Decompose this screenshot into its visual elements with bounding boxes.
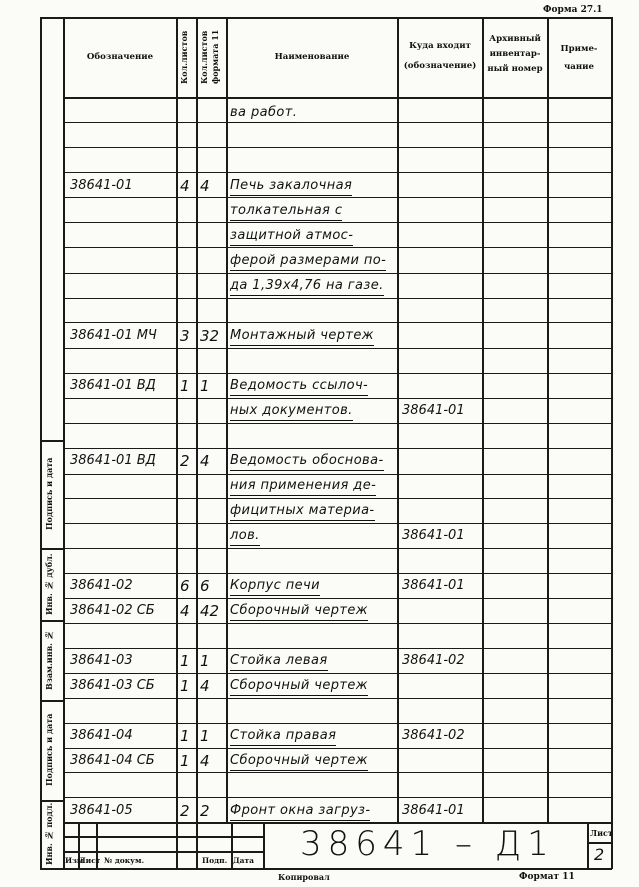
row-sheets-f11: 6 — [200, 577, 210, 595]
row-name: Сборочный чертеж — [230, 602, 368, 621]
stamp-sheet-number: 2 — [594, 845, 605, 864]
footer-format: Формат 11 — [519, 872, 575, 882]
row-name: Корпус печи — [230, 577, 320, 596]
row-designation: 38641-01 МЧ — [70, 328, 157, 343]
footer-copied: Копировал — [278, 872, 330, 882]
row-name: ва работ. — [230, 104, 297, 123]
row-name: Сборочный чертеж — [230, 677, 368, 696]
row-name: Фронт окна загруз- — [230, 802, 370, 821]
row-designation: 38641-02 — [70, 578, 133, 593]
stamp-col-sheet: Лист — [79, 856, 101, 865]
row-sheets: 1 — [180, 652, 190, 670]
row-sheets-f11: 2 — [200, 802, 210, 820]
side-label-signature-date-2: Подпись и дата — [44, 713, 54, 787]
row-name: Печь закалочная — [230, 177, 352, 196]
row-name: Монтажный чертеж — [230, 327, 374, 346]
row-name: защитной атмос- — [230, 227, 353, 246]
row-name: Стойка правая — [230, 727, 336, 746]
stamp-col-sign: Подп. — [202, 856, 228, 865]
row-sheets: 1 — [180, 677, 190, 695]
row-sheets: 2 — [180, 452, 190, 470]
row-name: Сборочный чертеж — [230, 752, 368, 771]
row-sheets: 1 — [180, 377, 190, 395]
row-name: ния применения де- — [230, 477, 376, 496]
row-name: ферой размерами по- — [230, 252, 386, 271]
row-sheets-f11: 1 — [200, 652, 210, 670]
row-sheets: 4 — [180, 602, 190, 620]
stamp-col-doc: № докум. — [104, 856, 145, 865]
stamp-col-date: Дата — [233, 856, 255, 865]
row-designation: 38641-04 — [70, 728, 133, 743]
row-where-used: 38641-01 — [402, 803, 465, 818]
row-sheets-f11: 1 — [200, 727, 210, 745]
side-label-inv-dup: Инв. № дубл. — [44, 553, 54, 615]
row-name: ных документов. — [230, 402, 353, 421]
row-where-used: 38641-02 — [402, 653, 465, 668]
row-name: да 1,39х4,76 на газе. — [230, 277, 384, 296]
header-archive-number: Архивный инвентар-ный номер — [487, 34, 543, 74]
row-sheets: 6 — [180, 577, 190, 595]
header-note: Приме-чание — [560, 44, 598, 72]
side-label-replace-inv: Взам.инв. № — [44, 630, 54, 690]
row-sheets-f11: 4 — [200, 677, 210, 695]
row-where-used: 38641-01 — [402, 578, 465, 593]
stamp-sheet-label: Лист — [590, 828, 613, 838]
row-sheets-f11: 32 — [200, 327, 220, 345]
row-designation: 38641-01 ВД — [70, 378, 156, 393]
header-where-used: Куда входит (обозначение) — [403, 41, 477, 71]
header-sheet-count-format: Кол.листов формата 11 — [199, 29, 220, 85]
row-name: Ведомость ссылоч- — [230, 377, 368, 396]
row-sheets-f11: 4 — [200, 752, 210, 770]
row-name: Ведомость обоснова- — [230, 452, 384, 471]
row-designation: 38641-03 СБ — [70, 678, 155, 693]
document-code: 38641 – Д1 — [300, 824, 555, 864]
side-label-inv-orig: Инв. № подл. — [44, 802, 54, 865]
row-where-used: 38641-01 — [402, 528, 465, 543]
form-label: Форма 27.1 — [543, 5, 603, 15]
side-label-signature-date-1: Подпись и дата — [44, 457, 54, 531]
stamp-col-change: Изм — [65, 856, 84, 865]
row-sheets: 1 — [180, 727, 190, 745]
row-designation: 38641-01 — [70, 178, 133, 193]
row-name: фицитных материа- — [230, 502, 375, 521]
row-where-used: 38641-02 — [402, 728, 465, 743]
row-designation: 38641-05 — [70, 803, 133, 818]
row-sheets-f11: 1 — [200, 377, 210, 395]
row-name: Стойка левая — [230, 652, 328, 671]
header-designation: Обозначение — [86, 52, 154, 62]
row-sheets: 2 — [180, 802, 190, 820]
row-name: лов. — [230, 527, 260, 546]
row-sheets-f11: 4 — [200, 452, 210, 470]
row-where-used: 38641-01 — [402, 403, 465, 418]
row-sheets: 4 — [180, 177, 190, 195]
row-designation: 38641-02 СБ — [70, 603, 155, 618]
row-designation: 38641-01 ВД — [70, 453, 156, 468]
row-sheets: 1 — [180, 752, 190, 770]
row-designation: 38641-04 СБ — [70, 753, 155, 768]
row-sheets: 3 — [180, 327, 190, 345]
row-designation: 38641-03 — [70, 653, 133, 668]
row-sheets-f11: 4 — [200, 177, 210, 195]
header-name: Наименование — [274, 52, 350, 62]
header-sheet-count: Кол.листов — [179, 30, 189, 84]
row-sheets-f11: 42 — [200, 602, 220, 620]
row-name: толкательная с — [230, 202, 342, 221]
